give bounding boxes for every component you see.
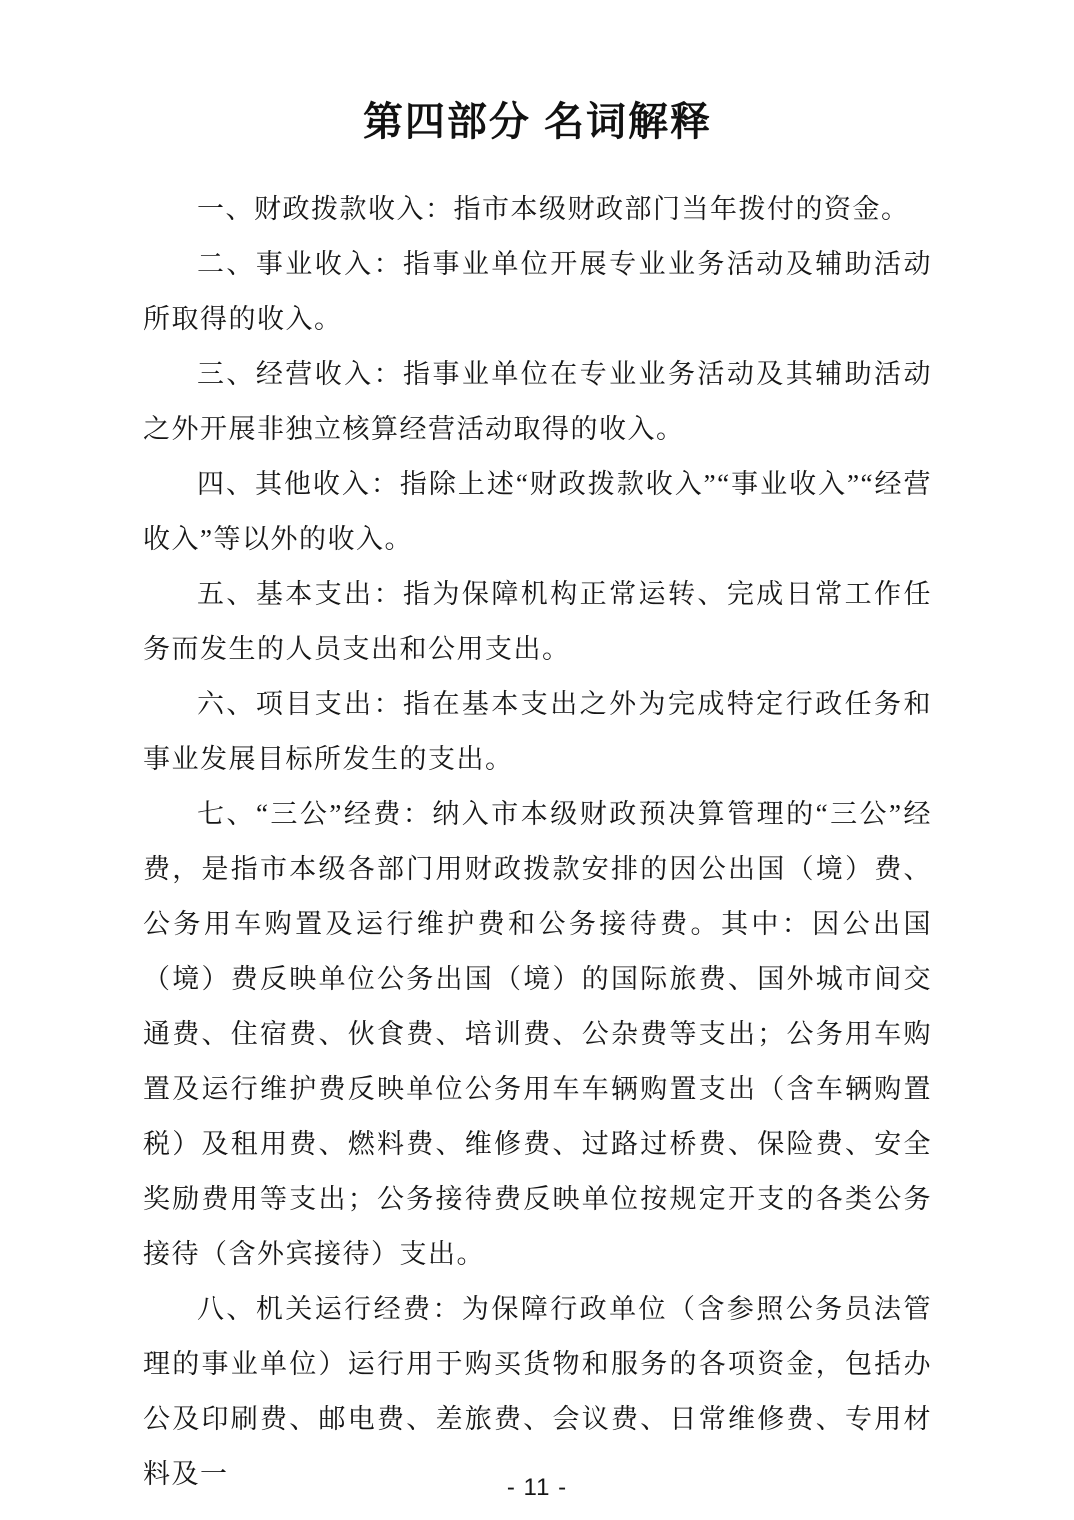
paragraph-other-income: 四、其他收入：指除上述“财政拨款收入”“事业收入”“经营收入”等以外的收入。	[143, 469, 932, 554]
paragraph-basic-expenditure: 五、基本支出：指为保障机构正常运转、完成日常工作任务而发生的人员支出和公用支出。	[143, 579, 932, 664]
page-number: - 11 -	[506, 1474, 568, 1501]
document-body	[143, 182, 932, 1502]
paragraph-three-public-funds: 七、“三公”经费：纳入市本级财政预决算管理的“三公”经费，是指市本级各部门用财政拨款安排的因公出国（境）费、公务用车购置及运行维护费和公务接待费。其中：因公出国（境）费反映单位公务出国（境）的国际旅费、国外城市间交通费、住宿费、伙食费、培训费、公杂费等支出；公务用车购置及运行维护费反映单位公务用车车辆购置支出（含车辆购置税）及租用费、燃料费、维修费、过路过桥费、保险费、安全奖励费用等支出；公务接待费反映单位按规定开支的各类公务接待（含外宾接待）支出。	[143, 799, 932, 1269]
paragraph-fiscal-appropriation-income: 一、财政拨款收入：指市本级财政部门当年拨付的资金。	[197, 194, 910, 224]
paragraph-agency-operating-funds: 八、机关运行经费：为保障行政单位（含参照公务员法管理的事业单位）运行用于购买货物和服务的各项资金，包括办公及印刷费、邮电费、差旅费、会议费、日常维修费、专用材料及一	[143, 1294, 932, 1489]
paragraph-business-income: 三、经营收入：指事业单位在专业业务活动及其辅助活动之外开展非独立核算经营活动取得的收入。	[143, 359, 932, 444]
paragraph-project-expenditure: 六、项目支出：指在基本支出之外为完成特定行政任务和事业发展目标所发生的支出。	[143, 689, 932, 774]
page-title: 第四部分 名词解释	[362, 100, 713, 144]
paragraph-operational-income: 二、事业收入：指事业单位开展专业业务活动及辅助活动所取得的收入。	[143, 249, 932, 334]
